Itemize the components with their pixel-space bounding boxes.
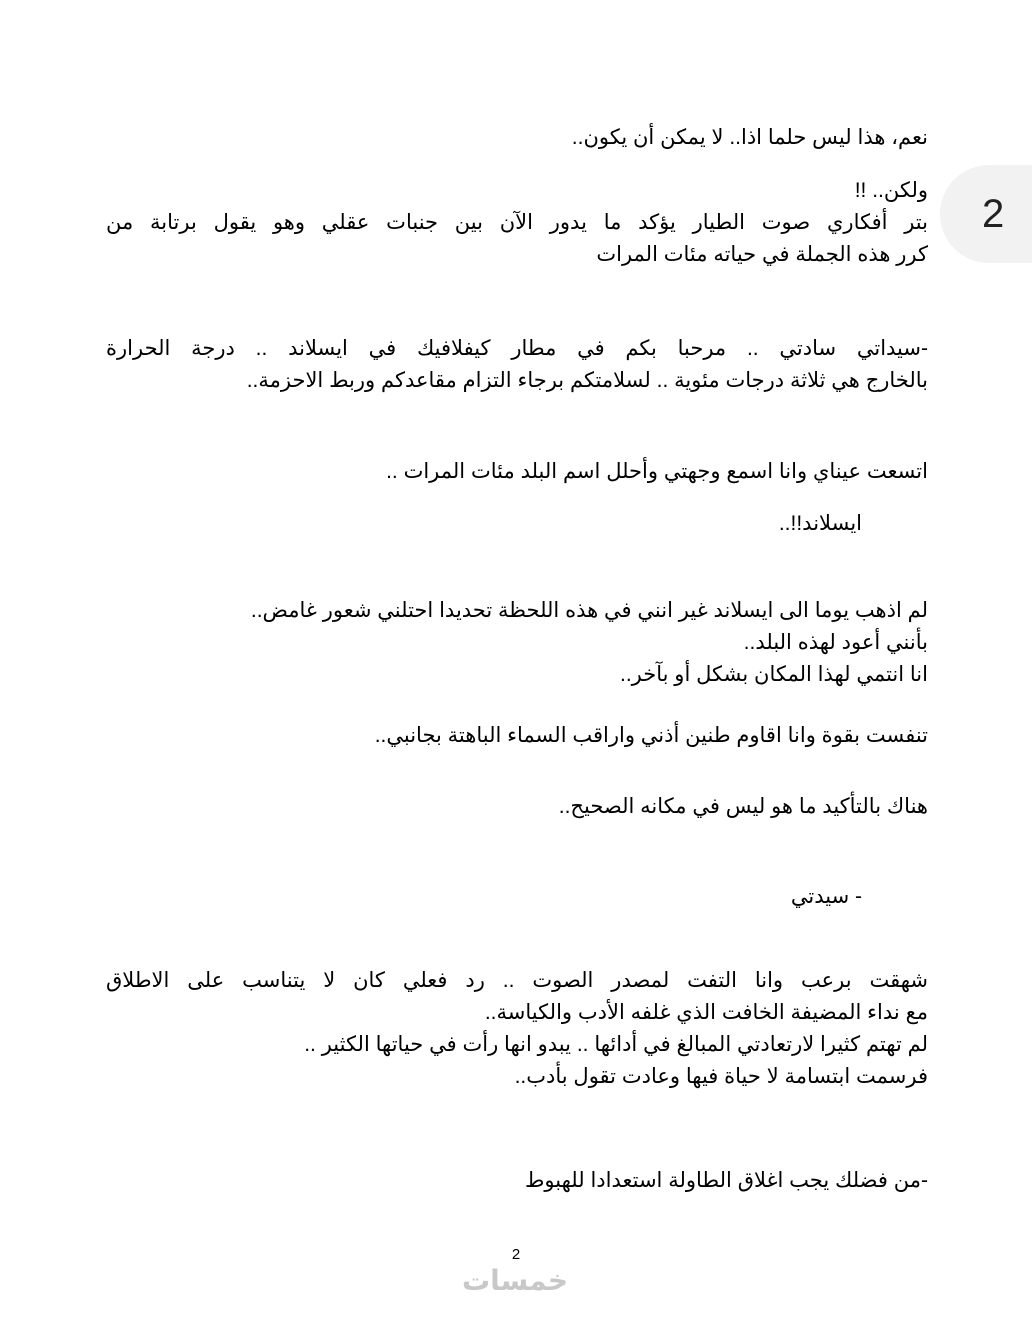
watermark-logo-icon [452, 1262, 578, 1298]
paragraph-line: نعم، هذا ليس حلما اذا.. لا يمكن أن يكون.. [571, 126, 928, 149]
paragraph-line: - سيدتي [790, 885, 862, 908]
paragraph-5 [106, 508, 928, 540]
footer-page-number: 2 [511, 1246, 521, 1263]
paragraph-10 [106, 965, 928, 1093]
paragraph-line: -من فضلك يجب اغلاق الطاولة استعدادا للهبوط [524, 1169, 928, 1192]
paragraph-4 [106, 456, 928, 488]
paragraph-line: لم تهتم كثيرا لارتعادتي المبالغ في أدائها .. يبدو انها رأت في حياتها الكثير .. [304, 1033, 928, 1056]
paragraph-line: فرسمت ابتسامة لا حياة فيها وعادت تقول بأدب.. [514, 1065, 928, 1088]
paragraph-line: ايسلاند!!.. [778, 512, 862, 535]
paragraph-7 [106, 720, 928, 752]
paragraph-line: بأنني أعود لهذه البلد.. [743, 631, 928, 654]
paragraph-line: بتر أفكاري صوت الطيار يؤكد ما يدور الآن بين جنبات عقلي وهو يقول برتابة من [106, 211, 928, 234]
paragraph-line: بالخارج هي ثلاثة درجات مئوية .. لسلامتكم برجاء التزام مقاعدكم وربط الاحزمة.. [246, 369, 928, 392]
paragraph-line: اتسعت عيناي وانا اسمع وجهتي وأحلل اسم البلد مئات المرات .. [386, 460, 928, 483]
page-tab-number: 2 [982, 192, 1005, 236]
paragraph-line: تنفست بقوة وانا اقاوم طنين أذني واراقب السماء الباهتة بجانبي.. [374, 724, 928, 747]
paragraph-line: كرر هذه الجملة في حياته مئات المرات [596, 243, 928, 266]
paragraph-6 [106, 595, 928, 691]
paragraph-1 [106, 122, 928, 154]
paragraph-line: -سيداتي سادتي .. مرحبا بكم في مطار كيفلافيك في ايسلاند .. درجة الحرارة [106, 337, 928, 360]
paragraph-8 [106, 791, 928, 823]
watermark-text: خمسات [461, 1264, 569, 1297]
paragraph-2 [106, 175, 928, 271]
paragraph-line: هناك بالتأكيد ما هو ليس في مكانه الصحيح.. [558, 795, 928, 818]
paragraph-line: مع نداء المضيفة الخافت الذي غلفه الأدب والكياسة.. [484, 1001, 928, 1024]
paragraph-3 [106, 333, 928, 397]
paragraph-line: انا انتمي لهذا المكان بشكل أو بآخر.. [619, 663, 928, 686]
paragraph-line: ولكن.. !! [854, 179, 928, 202]
paragraph-9 [106, 881, 928, 913]
paragraph-line: شهقت برعب وانا التفت لمصدر الصوت .. رد فعلي كان لا يتناسب على الاطلاق [106, 969, 928, 992]
paragraph-11 [106, 1165, 928, 1197]
paragraph-line: لم اذهب يوما الى ايسلاند غير انني في هذه اللحظة تحديدا احتلني شعور غامض.. [250, 599, 928, 622]
